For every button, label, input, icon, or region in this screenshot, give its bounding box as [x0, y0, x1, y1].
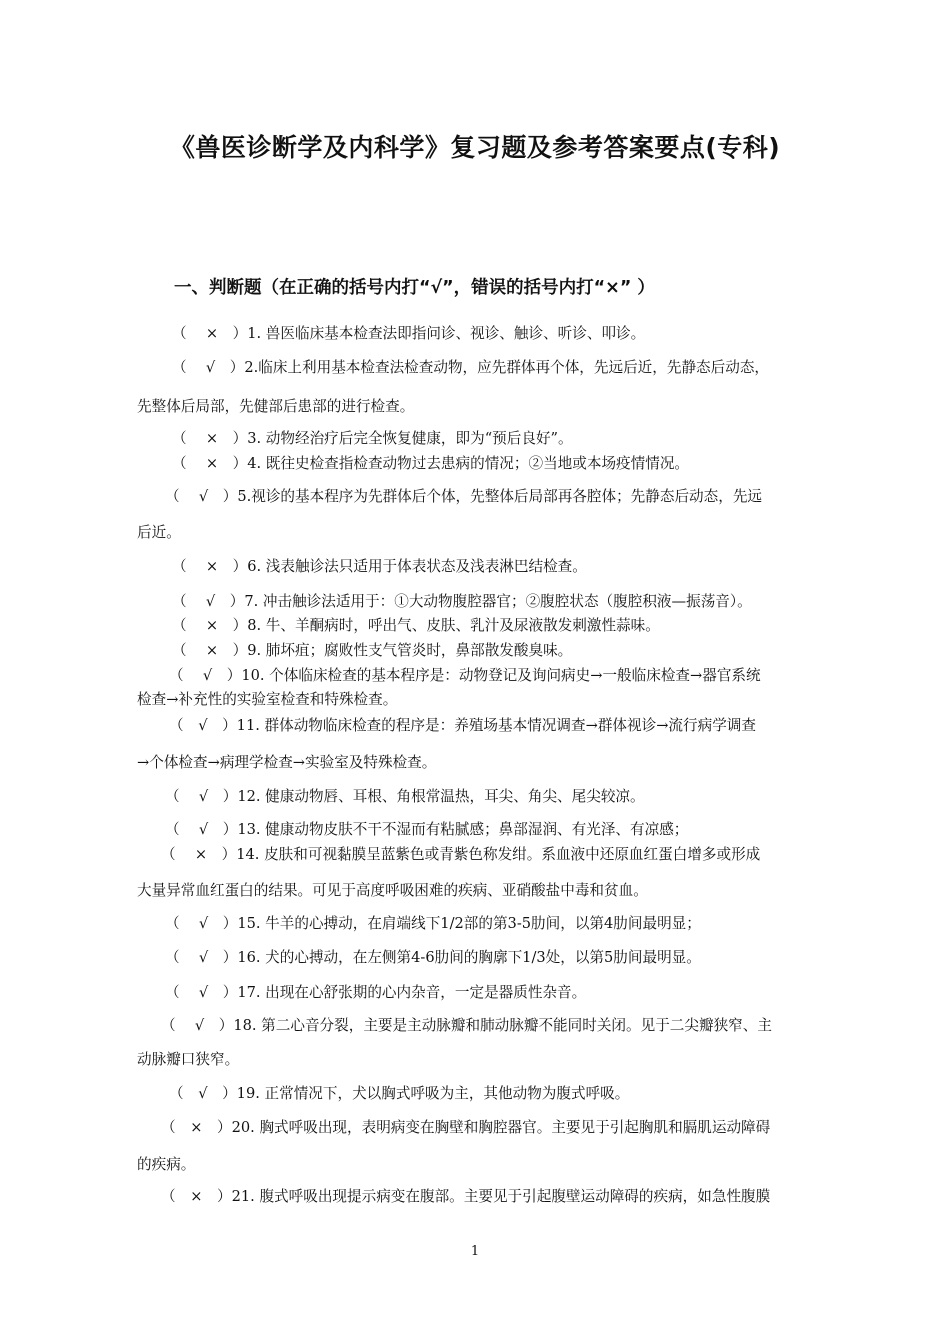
question-line: →个体检查→病理学检查→实验室及特殊检查。	[137, 754, 437, 771]
question-line: （ × ）3. 动物经治疗后完全恢复健康，即为“预后良好”。	[172, 430, 573, 447]
question-line: 大量异常血红蛋白的结果。可见于高度呼吸困难的疾病、亚硝酸盐中毒和贫血。	[137, 882, 648, 899]
question-line: 的疾病。	[137, 1156, 196, 1173]
question-line: （ √ ）15. 牛羊的心搏动，在肩端线下1/2部的第3-5肋间，以第4肋间最明显；	[165, 915, 701, 932]
question-line: 后近。	[137, 524, 181, 541]
question-line: （ √ ）18. 第二心音分裂，主要是主动脉瓣和肺动脉瓣不能同时关闭。见于二尖瓣狭窄、主	[161, 1017, 772, 1034]
question-line: （ √ ）7. 冲击触诊法适用于：①大动物腹腔器官；②腹腔状态（腹腔积液—振荡音）。	[172, 593, 752, 610]
question-line: （ √ ）11. 群体动物临床检查的程序是：养殖场基本情况调查→群体视诊→流行病学调查	[169, 717, 756, 734]
question-line: （ × ）8. 牛、羊酮病时，呼出气、皮肤、乳汁及尿液散发刺激性蒜味。	[172, 617, 660, 634]
question-line: （ √ ）13. 健康动物皮肤不干不湿而有粘腻感；鼻部湿润、有光泽、有凉感；	[165, 821, 689, 838]
question-line: （ √ ）2.临床上利用基本检查法检查动物，应先群体再个体，先远后近，先静态后动态，	[172, 359, 770, 376]
page-number: 1	[470, 1244, 480, 1259]
question-line: （ √ ）12. 健康动物唇、耳根、角根常温热，耳尖、角尖、尾尖较凉。	[165, 788, 645, 805]
question-line: 动脉瓣口狭窄。	[137, 1051, 240, 1068]
question-line: （ √ ）19. 正常情况下，犬以胸式呼吸为主，其他动物为腹式呼吸。	[169, 1085, 630, 1102]
question-line: （ √ ）17. 出现在心舒张期的心内杂音，一定是器质性杂音。	[165, 984, 587, 1001]
document-title: 《兽医诊断学及内科学》复习题及参考答案要点(专科)	[169, 133, 781, 162]
question-line: （ √ ）10. 个体临床检查的基本程序是：动物登记及询问病史→一般临床检查→器官系统	[169, 667, 761, 684]
question-line: （ √ ）16. 犬的心搏动，在左侧第4-6肋间的胸廓下1/3处，以第5肋间最明显。	[165, 949, 701, 966]
question-line: （ × ）14. 皮肤和可视黏膜呈蓝紫色或青紫色称发绀。系血液中还原血红蛋白增多或形成	[161, 846, 761, 863]
question-line: （ × ）1. 兽医临床基本检查法即指问诊、视诊、触诊、听诊、叩诊。	[172, 325, 646, 342]
section-heading: 一、判断题（在正确的括号内打“√”，错误的括号内打“×” ）	[174, 278, 655, 298]
question-line: 先整体后局部，先健部后患部的进行检查。	[137, 398, 415, 415]
question-line: 检查→补充性的实验室检查和特殊检查。	[137, 691, 398, 708]
question-line: （ × ）4. 既往史检查指检查动物过去患病的情况；②当地或本场疫情情况。	[172, 455, 690, 472]
question-line: （ × ）21. 腹式呼吸出现提示病变在腹部。主要见于引起腹壁运动障碍的疾病，如急性腹膜	[161, 1188, 771, 1205]
question-line: （ × ）6. 浅表触诊法只适用于体表状态及浅表淋巴结检查。	[172, 558, 587, 575]
question-line: （ √ ）5.视诊的基本程序为先群体后个体，先整体后局部再各腔体；先静态后动态，先远	[165, 488, 763, 505]
question-line: （ × ）9. 肺坏疽；腐败性支气管炎时，鼻部散发酸臭味。	[172, 642, 573, 659]
question-line: （ × ）20. 胸式呼吸出现，表明病变在胸壁和胸腔器官。主要见于引起胸肌和膈肌运动障碍	[161, 1119, 771, 1136]
